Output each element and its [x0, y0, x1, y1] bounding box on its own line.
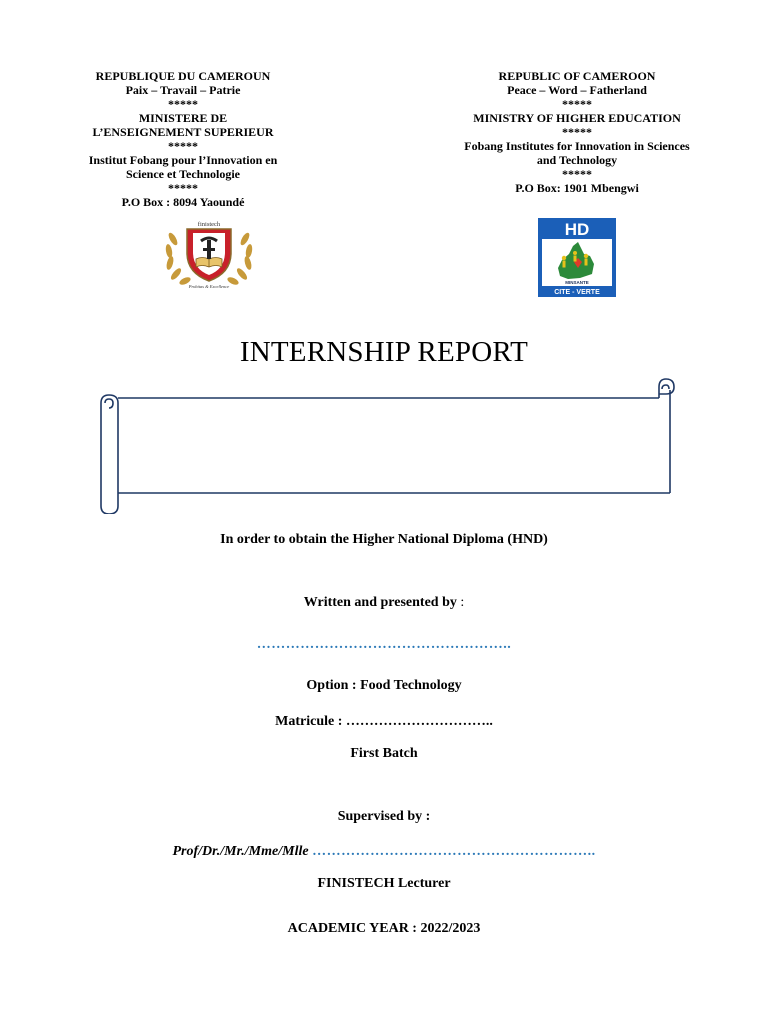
option-line: Option : Food Technology — [306, 678, 462, 693]
supervisor-prefix: Prof/Dr./Mr./Mme/Mlle — [172, 844, 313, 859]
academic-year: ACADEMIC YEAR : 2022/2023 — [287, 921, 481, 936]
purpose-line: In order to obtain the Higher National Diploma (HND) — [220, 532, 548, 547]
motto-en: Peace – Word – Fatherland — [507, 83, 647, 97]
supervisor-line — [0, 844, 768, 860]
header-english — [444, 69, 710, 195]
separator: ***** — [562, 97, 592, 111]
logo-cite-verte: CITE - VERTE — [554, 289, 600, 296]
country-en: REPUBLIC OF CAMEROON — [498, 69, 656, 83]
matricule-label: Matricule : — [275, 714, 346, 729]
matricule-line — [0, 714, 768, 730]
institute-en-line2: and Technology — [536, 153, 618, 167]
institute-fr-line2: Science et Technologie — [126, 167, 240, 181]
supervised-by-label: Supervised by : — [337, 809, 431, 824]
report-title: INTERNSHIP REPORT — [239, 336, 529, 368]
supervisor-name-field: ………………………………………………….. — [312, 844, 596, 859]
ministry-en: MINISTRY OF HIGHER EDUCATION — [473, 111, 681, 125]
country-fr: REPUBLIQUE DU CAMEROUN — [95, 69, 271, 83]
written-by-line — [0, 595, 768, 611]
supervisor-role: FINISTECH Lecturer — [317, 876, 451, 891]
finistech-logo — [163, 217, 255, 291]
pobox-fr: P.O Box : 8094 Yaoundé — [121, 195, 245, 209]
scroll-banner-icon — [96, 376, 676, 514]
logo-name: finistech — [197, 221, 221, 228]
written-by-colon: : — [456, 595, 465, 610]
separator: ***** — [168, 97, 198, 111]
separator: ***** — [168, 181, 198, 195]
logo-hd-text: HD — [564, 220, 590, 239]
pobox-en: P.O Box: 1901 Mbengwi — [515, 181, 639, 195]
written-by-label: Written and presented by — [303, 595, 457, 610]
hd-cite-verte-logo — [538, 218, 616, 297]
logo-motto: Probitas & Excellence — [188, 284, 230, 289]
logo-minsante: MINSANTE — [565, 280, 589, 285]
separator: ***** — [562, 125, 592, 139]
batch-line: First Batch — [350, 746, 418, 761]
separator: ***** — [562, 167, 592, 181]
institute-en-line1: Fobang Institutes for Innovation in Sciences — [464, 139, 690, 153]
author-name-field: …………………………………………….. — [256, 637, 512, 652]
matricule-field: ………………………….. — [345, 714, 493, 729]
motto-fr: Paix – Travail – Patrie — [125, 83, 241, 97]
header-french — [62, 69, 304, 209]
ministry-fr-line2: L’ENSEIGNEMENT SUPERIEUR — [92, 125, 274, 139]
ministry-fr-line1: MINISTERE DE — [138, 111, 228, 125]
institute-fr-line1: Institut Fobang pour l’Innovation en — [88, 153, 278, 167]
separator: ***** — [168, 139, 198, 153]
